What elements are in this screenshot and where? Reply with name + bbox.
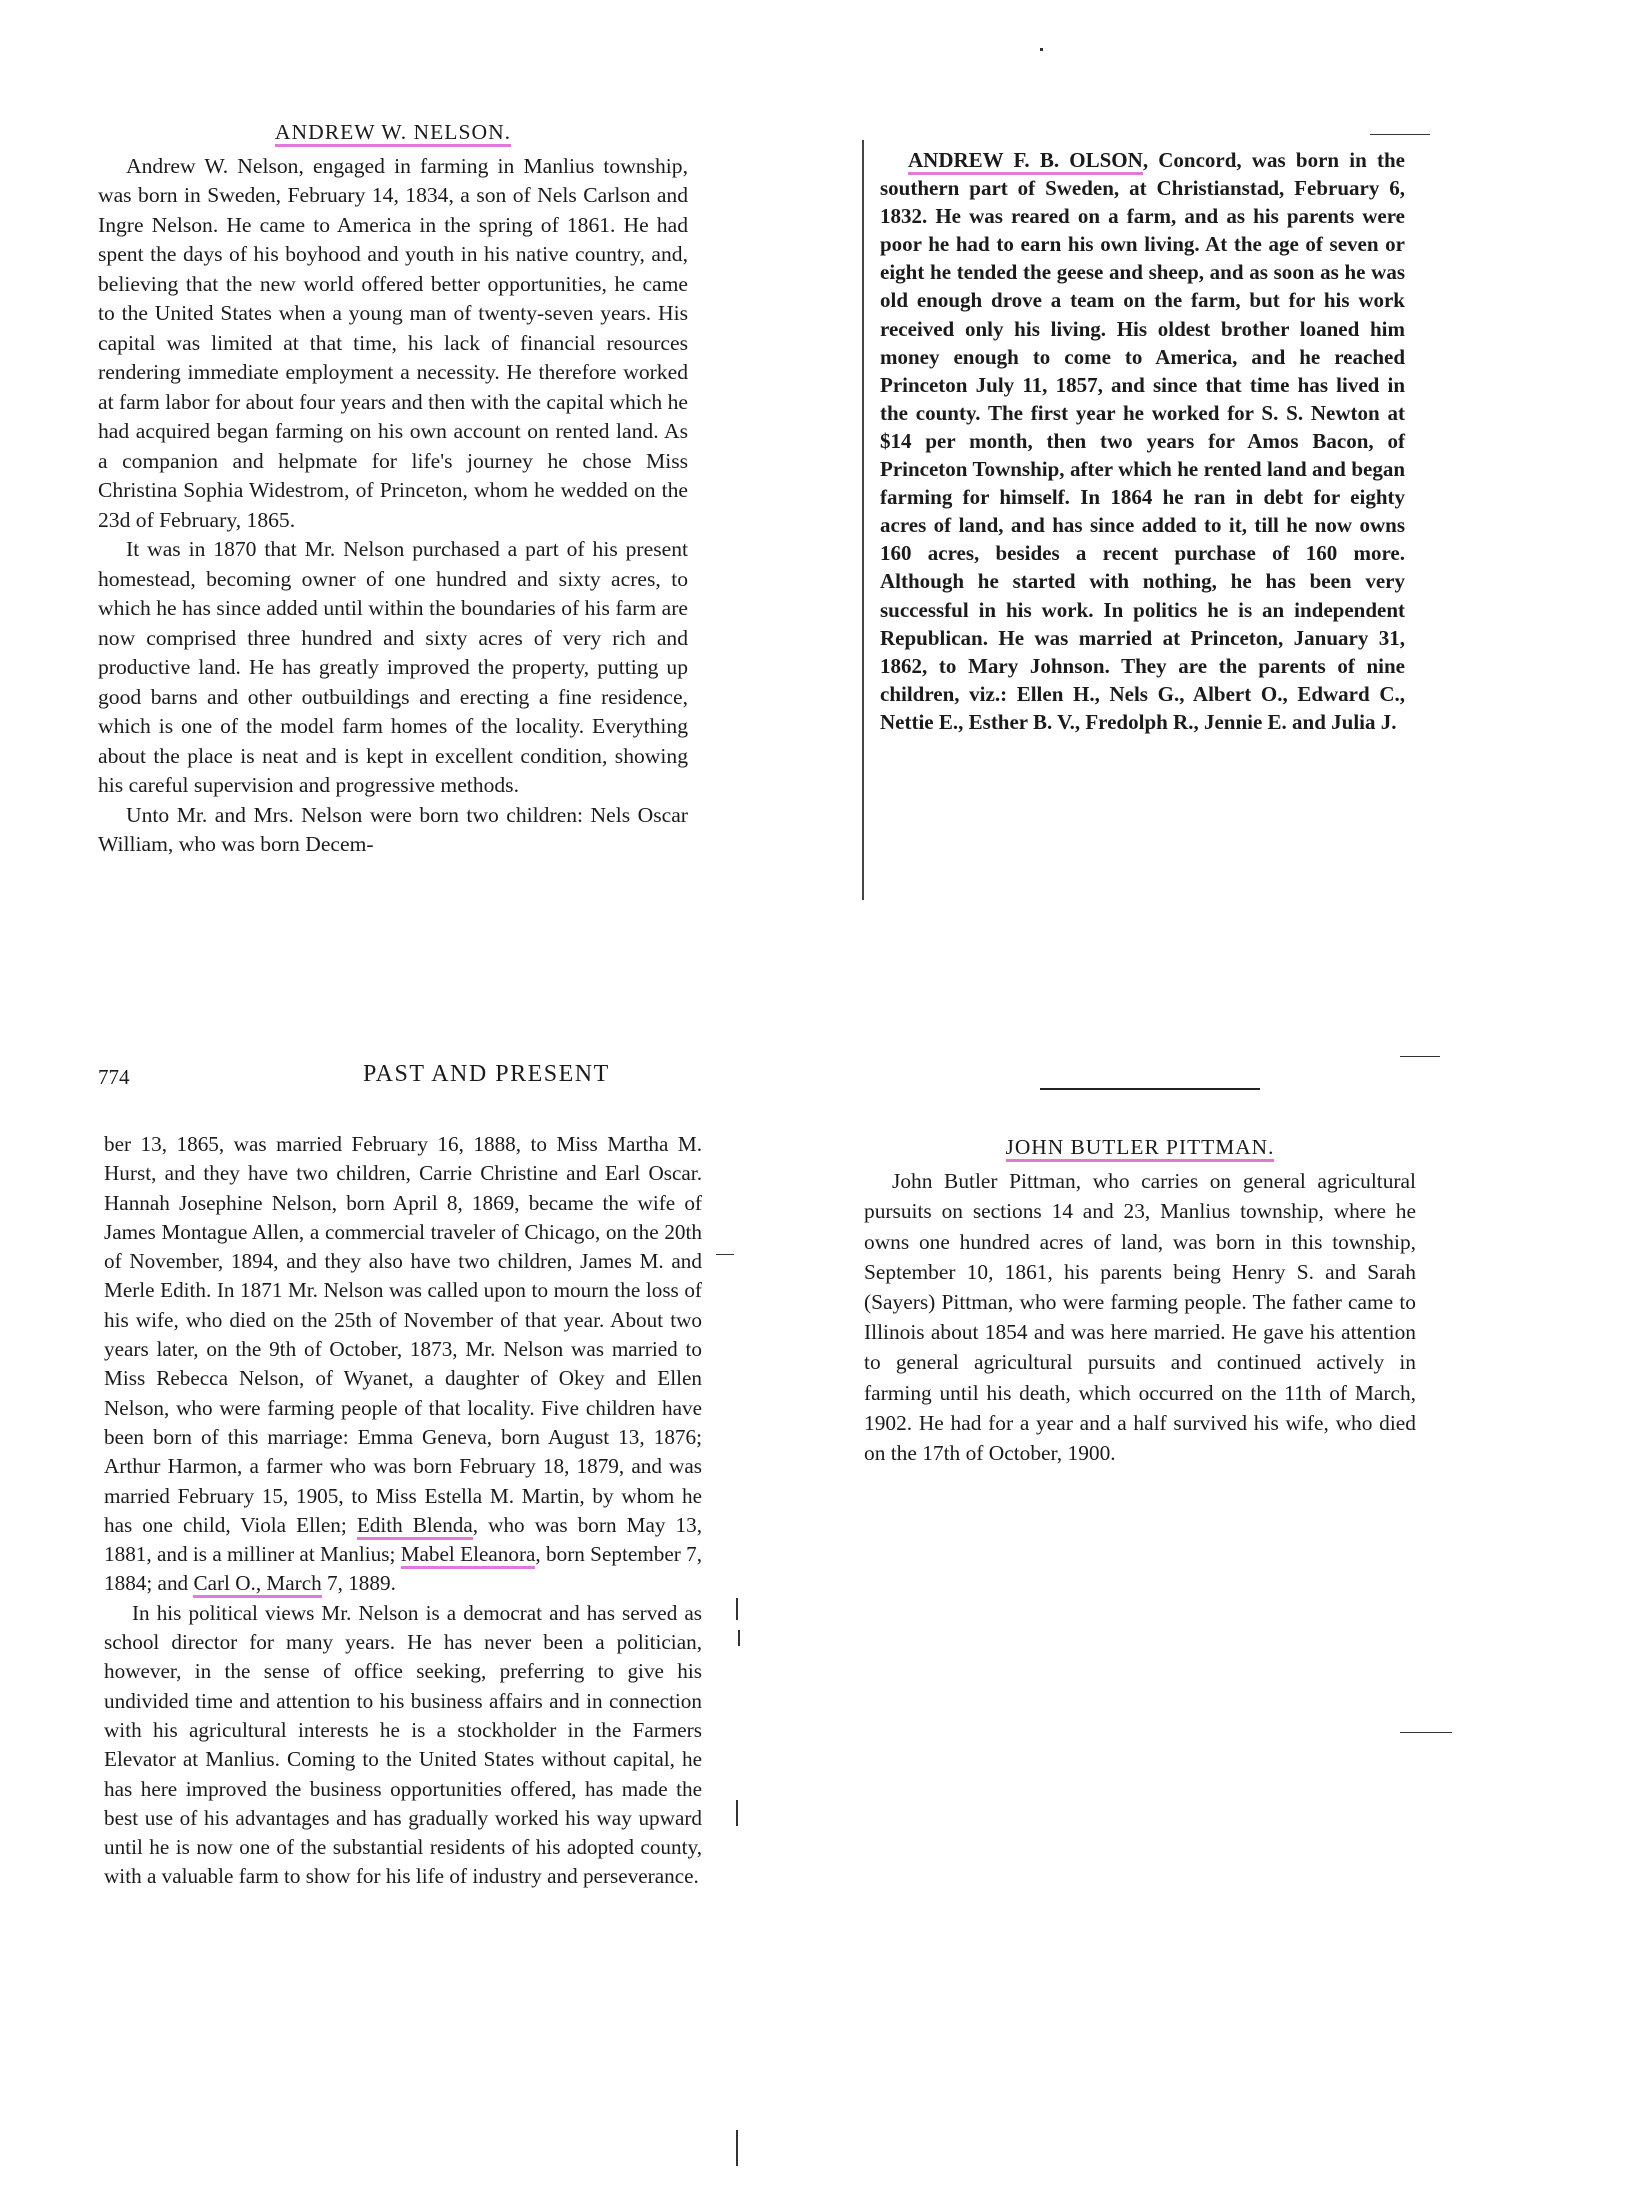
nelson-paragraph-4 (104, 1130, 702, 1599)
olson-name: ANDREW F. B. OLSON (908, 148, 1143, 175)
scan-mark (1040, 48, 1043, 51)
nelson-p4-text: ber 13, 1865, was married February 16, 1888, to Miss Martha M. Hurst, and they have two children, Carrie Christine and Earl Oscar. Hannah Josephine Nelson, born April 8, 1869, became the wife of James Montague Allen, a commercial traveler of Chicago, on the 20th of November, 1894, and they also have two children, James M. and Merle Edith. In 1871 Mr. Nelson was called upon to mourn the loss of his wife, who died on the 25th of November of that year. About two years later, on the 9th of October, 1873, Mr. Nelson was married to Miss Rebecca Nelson, of Wyanet, a daughter of Okey and Ellen Nelson, who were farming people of that locality. Five children have been born of this marriage: Emma Geneva, born August 13, 1876; Arthur Harmon, a farmer who was born February 18, 1879, and was married February 15, 1905, to Miss Estella M. Martin, by whom he has one child, Viola Ellen; (104, 1132, 702, 1537)
nelson-paragraph-3: Unto Mr. and Mrs. Nelson were born two children: Nels Oscar William, who was born Decem- (98, 802, 688, 856)
nelson-p4-mid1: , who was born May 13, 1881, and is a milliner at Manlius; (104, 1512, 702, 1567)
scan-mark (736, 2130, 738, 2166)
nelson-p4-end: 7, 1889. (327, 1571, 396, 1596)
highlight-mabel-eleanora: Mabel Eleanora (401, 1542, 536, 1569)
scan-mark (1400, 1732, 1452, 1733)
scan-mark (716, 1254, 734, 1255)
olson-paragraph (880, 146, 1405, 736)
olson-text: , Concord, was born in the southern part of Sweden, at Christianstad, February 6, 1832. He was reared on a farm, and as his parents were poor he had to earn his own living. At the age of seven or eight he tended the geese and sheep, and as soon as he was old enough drove a team on the farm, but for his work received only his living. His oldest brother loaned him money enough to come to America, and he reached Princeton July 11, 1857, and since that time has lived in the county. The first year he worked for S. S. Newton at $14 per month, then two years for Amos Bacon, of Princeton Township, after which he rented land and began farming for himself. In 1864 he ran in debt for eighty acres of land, and has since added to it, till he now owns 160 acres, besides a recent purchase of 160 more. Although he started with nothing, he has been very successful in his work. In politics he is an independent Republican. He was married at Princeton, January 31, 1862, to Mary Johnson. They are the parents of nine children, viz.: Ellen H., Nels G., Albert O., Edward C., Nettie E., Esther B. V., Fredolph R., Jennie E. and Julia J. (880, 148, 1405, 734)
olson-margin-line (862, 140, 864, 900)
scan-mark (738, 1630, 740, 1646)
highlight-edith-blenda: Edith Blenda (357, 1513, 473, 1540)
section-divider (1040, 1088, 1260, 1090)
running-head (98, 1061, 688, 1097)
scan-mark (1370, 134, 1430, 135)
nelson-paragraph-2: It was in 1870 that Mr. Nelson purchased a part of his present homestead, becoming owner of one hundred and sixty acres, to which he has since added until within the boundaries of his farm are now comprised three hundred and sixty acres of very rich and productive land. He has greatly improved the property, putting up good barns and other outbuildings and erecting a fine residence, which is one of the model farm homes of the locality. Everything about the place is neat and is kept in excellent condition, showing his careful supervision and progressive methods. (98, 537, 688, 797)
nelson-paragraph-5: In his political views Mr. Nelson is a democrat and has served as school director for many years. He has never been a politician, however, in the sense of office seeking, preferring to give his undivided time and attention to his business affairs and in connection with his agricultural interests he is a stockholder in the Farmers Elevator at Manlius. Coming to the United States without capital, he has here improved the business opportunities offered, has made the best use of his advantages and has gradually worked his way upward until he is now one of the substantial residents of his adopted county, with a valuable farm to show for his life of industry and perseverance. (104, 1600, 702, 1889)
pittman-heading (864, 1132, 1416, 1162)
pittman-heading-text: JOHN BUTLER PITTMAN. (1006, 1135, 1275, 1162)
nelson-clipping-top (98, 118, 688, 860)
nelson-clipping-bottom (104, 1130, 702, 1892)
pittman-paragraph-1: John Butler Pittman, who carries on general agricultural pursuits on sections 14 and 23, Manlius township, where he owns one hundred acres of land, was born in this township, September 10, 1861, his parents being Henry S. and Sarah (Sayers) Pittman, who were farming people. The father came to Illinois about 1854 and was here married. He gave his attention to general agricultural pursuits and continued actively in farming until his death, which occurred on the 11th of March, 1902. He had for a year and a half survived his wife, who died on the 17th of October, 1900. (864, 1169, 1416, 1466)
running-title: PAST AND PRESENT (363, 1061, 610, 1087)
olson-clipping (880, 146, 1405, 736)
highlight-carl-o: Carl O., March (193, 1571, 321, 1598)
scan-mark (736, 1598, 738, 1620)
scan-mark (736, 1800, 738, 1826)
nelson-heading-text: ANDREW W. NELSON. (275, 120, 511, 147)
nelson-p4-mid2: , born September 7, 1884; and (104, 1542, 702, 1596)
pittman-clipping (864, 1132, 1416, 1468)
nelson-heading (98, 118, 688, 148)
page-number: 774 (98, 1065, 130, 1089)
scan-mark (1400, 1056, 1440, 1057)
nelson-paragraph-1: Andrew W. Nelson, engaged in farming in Manlius township, was born in Sweden, February 14, 1834, a son of Nels Carlson and Ingre Nelson. He came to America in the spring of 1861. He had spent the days of his boyhood and youth in his native country, and, believing that the new world offered better opportunities, he came to the United States when a young man of twenty-seven years. His capital was limited at that time, his lack of financial resources rendering immediate employment a necessity. He therefore worked at farm labor for about four years and then with the capital which he had acquired began farming on his own account on rented land. As a companion and helpmate for life's journey he chose Miss Christina Sophia Widestrom, of Princeton, whom he wedded on the 23d of February, 1865. (98, 153, 688, 532)
